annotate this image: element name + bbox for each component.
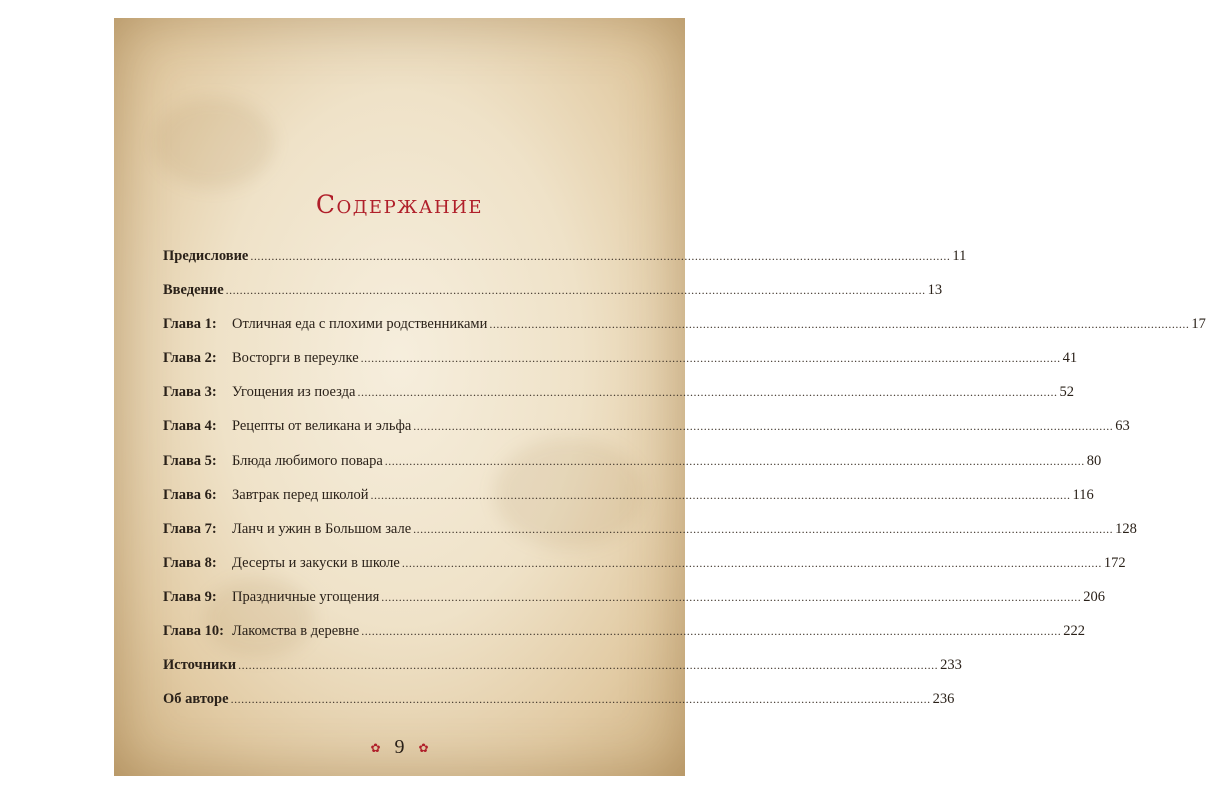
chapter-label: Глава 3: [163,384,217,401]
toc-entry [163,384,1074,418]
page-number: 9 [394,736,405,758]
dot-leader: ........................................................................................................................................................................................................ [225,283,926,298]
chapter-label: Глава 10: [163,623,225,640]
chapter-label: Глава 5: [163,452,217,469]
dot-leader: ........................................................................................................................................................................................................ [413,419,1114,434]
chapter-title: Праздничные угощения [232,588,380,605]
page-reference: 41 [1062,350,1078,367]
dot-leader: ........................................................................................................................................................................................................ [250,249,951,263]
dot-leader: ........................................................................................................................................................................................................ [384,453,1085,468]
page-reference: 17 [1191,316,1206,333]
page-reference: 206 [1083,588,1106,605]
dot-leader: ........................................................................................................................................................................................................ [401,555,1102,570]
page-reference: 172 [1103,554,1126,571]
dot-leader: ........................................................................................................................................................................................................ [361,624,1062,639]
page-reference: 80 [1086,452,1102,469]
page-reference: 233 [940,657,962,674]
page-reference: 222 [1063,623,1085,640]
chapter-label: Глава 6: [163,486,217,503]
chapter-title: Восторги в переулке [232,350,359,367]
paper-stain [154,98,274,188]
dot-leader: ........................................................................................................................................................................................................ [381,589,1082,604]
chapter-label: Глава 1: [163,316,217,333]
chapter-title: Десерты и закуски в школе [232,554,400,571]
page-reference: 116 [1072,486,1094,503]
page-footer [114,736,685,759]
page-reference: 128 [1115,520,1137,537]
toc-entry [163,282,943,316]
chapter-label: Глава 7: [163,520,217,537]
table-of-contents [163,248,1206,725]
toc-entry [163,350,1078,384]
chapter-title: Лакомства в деревне [232,623,360,640]
chapter-title: Блюда любимого повара [232,452,383,469]
chapter-title: Рецепты от великана и эльфа [232,418,412,435]
dot-leader: ........................................................................................................................................................................................................ [360,351,1061,366]
chapter-label: Глава 8: [163,554,217,571]
section-title: Источники [163,657,237,674]
toc-entry [163,691,955,725]
flower-ornament-icon: ✿ [418,740,429,755]
chapter-title: Завтрак перед школой [232,486,369,503]
section-title: Предисловие [163,248,249,264]
dot-leader: ........................................................................................................................................................................................................ [413,521,1114,536]
chapter-title: Угощения из поезда [232,384,356,401]
book-page [114,18,1206,776]
toc-entry [163,588,1106,623]
toc-entry [163,657,962,691]
page-title: Содержание [315,190,484,219]
dot-leader: ........................................................................................................................................................................................................ [370,487,1071,502]
section-title: Об авторе [163,691,229,708]
page-reference: 11 [952,248,967,264]
toc-entry [163,486,1094,521]
page-reference: 63 [1115,418,1130,435]
chapter-label: Глава 9: [163,588,217,605]
chapter-title: Ланч и ужин в Большом зале [232,520,412,537]
toc-entry [163,520,1137,555]
dot-leader: ........................................................................................................................................................................................................ [238,658,939,673]
section-title: Введение [163,282,224,299]
dot-leader: ........................................................................................................................................................................................................ [230,692,931,707]
chapter-title: Отличная еда с плохими родственниками [232,316,488,333]
toc-entry [163,452,1102,487]
flower-ornament-icon: ✿ [370,740,381,755]
toc-entry [163,554,1126,589]
toc-entry [163,248,967,282]
page-reference: 13 [927,282,943,299]
dot-leader: ........................................................................................................................................................................................................ [357,385,1058,400]
toc-entry [163,418,1130,452]
dot-leader: ........................................................................................................................................................................................................ [489,317,1190,332]
toc-entry [163,623,1085,657]
chapter-label: Глава 4: [163,418,217,435]
toc-entry [163,316,1206,350]
page-reference: 236 [932,691,955,708]
chapter-label: Глава 2: [163,350,217,367]
page-reference: 52 [1059,384,1074,401]
